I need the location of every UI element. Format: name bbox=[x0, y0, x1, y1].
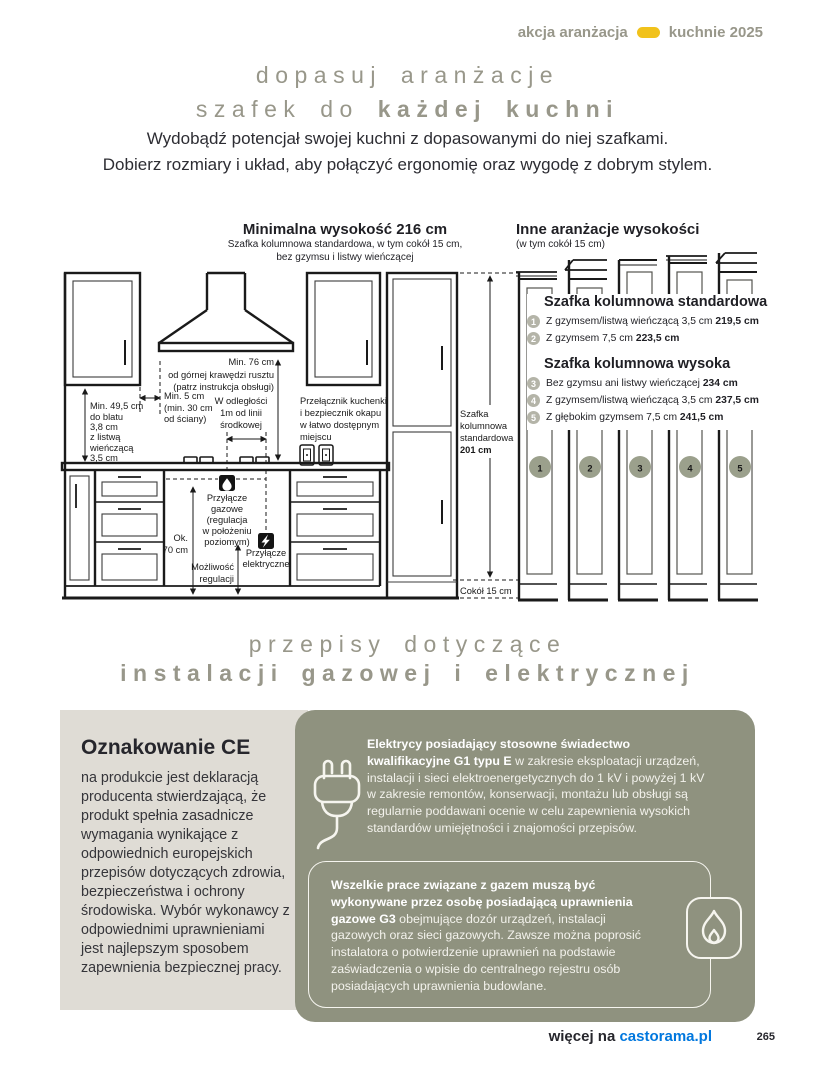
label-min495: Min. 49,5 cm bbox=[90, 401, 144, 411]
section2-line1: przepisy dotyczące bbox=[248, 631, 567, 657]
svg-text:1m od linii: 1m od linii bbox=[220, 408, 262, 418]
svg-text:poziomym): poziomym) bbox=[204, 537, 250, 547]
label-min76: Min. 76 cm bbox=[228, 357, 274, 367]
variant-item-text: Z gzymsem 7,5 cm 223,5 cm bbox=[546, 333, 680, 344]
footer bbox=[549, 1028, 712, 1045]
variants-heading bbox=[516, 221, 776, 251]
page-number: 265 bbox=[756, 1031, 775, 1043]
ce-body: na produkcie jest deklaracją producenta stwierdzającą, że produkt spełnia zasadnicze wymagania wynikające z odpowiednich europejskich przepisów dotyczących zdrowia, bezpieczeństwa i ochrony środowiska. Wybór wykonawcy z odpowiednimi uprawnieniami jest najlepszym sposobem zapewnienia bezpiecznej pracy. bbox=[81, 770, 290, 976]
svg-text:w położeniu: w położeniu bbox=[202, 526, 252, 536]
svg-text:wieńczącą: wieńczącą bbox=[90, 443, 134, 453]
section2-title bbox=[0, 630, 815, 688]
intro-line1: Wydobądź potencjał swojej kuchni z dopasowanymi do niej szafkami. bbox=[146, 129, 669, 148]
variant-item-badge: 2 bbox=[527, 332, 540, 345]
label-switches: Przełącznik kuchenki bbox=[300, 396, 387, 406]
svg-text:2: 2 bbox=[587, 463, 593, 474]
svg-text:1: 1 bbox=[537, 463, 543, 474]
electricians-note: Elektrycy posiadający stosowne świadectwo kwalifikacyjne G1 typu E w zakresie eksploatacji urządzeń, instalacji i sieci elektroenergetycznych do 1 kV i powyżej 1 kV w zakresie remontów, konserwacji, montażu lub obsługi są regularnie poddawani ocenie w celu zapewnienia wysokich standardów umiejętności i znajomości przepisów. bbox=[367, 737, 705, 835]
flame-icon bbox=[686, 897, 742, 959]
variant-item-text: Z gzymsem/listwą wieńczącą 3,5 cm 219,5 cm bbox=[546, 316, 759, 327]
ce-marking-box bbox=[60, 710, 308, 1010]
svg-text:5: 5 bbox=[737, 463, 743, 474]
label-electric: Przyłącze bbox=[245, 548, 287, 558]
label-adjust: Możliwość bbox=[191, 562, 234, 572]
page-title-line2: szafek do każdej kuchni bbox=[195, 96, 620, 122]
label-distance-1m: W odległości bbox=[214, 396, 268, 406]
svg-text:do blatu: do blatu bbox=[90, 412, 124, 422]
svg-text:201 cm: 201 cm bbox=[460, 445, 492, 455]
ce-title: Oznakowanie CE bbox=[81, 736, 251, 759]
label-min5: Min. 5 cm bbox=[164, 391, 205, 401]
variants-title: Inne aranżacje wysokości bbox=[516, 221, 700, 238]
page-title-line1: dopasuj aranżacje bbox=[255, 62, 560, 88]
diagram-title: Minimalna wysokość 216 cm bbox=[242, 221, 448, 238]
svg-text:od ściany): od ściany) bbox=[164, 414, 207, 424]
tall-cabinet bbox=[387, 273, 457, 598]
diagram-labels bbox=[89, 357, 514, 596]
svg-text:i bezpiecznik okapu: i bezpiecznik okapu bbox=[300, 408, 382, 418]
section2-line2: instalacji gazowej i elektrycznej bbox=[120, 660, 695, 686]
header bbox=[518, 24, 763, 41]
svg-text:elektryczne: elektryczne bbox=[242, 559, 290, 569]
svg-text:gazowe: gazowe bbox=[210, 504, 244, 514]
intro-text bbox=[0, 126, 815, 178]
electric-connection-icon bbox=[258, 533, 274, 549]
regulations-panel bbox=[295, 710, 755, 1022]
svg-text:kolumnowa: kolumnowa bbox=[460, 421, 508, 431]
svg-text:(regulacja: (regulacja bbox=[206, 515, 248, 525]
variants-legend bbox=[527, 294, 815, 430]
variant-item bbox=[527, 332, 815, 345]
variant-item-text: Z głębokim gzymsem 7,5 cm 241,5 cm bbox=[546, 412, 724, 423]
variant-group-title-tall: Szafka kolumnowa wysoka bbox=[544, 356, 731, 372]
label-ok70: Ok. bbox=[173, 533, 188, 543]
gas-works-box bbox=[308, 861, 711, 1008]
label-plinth: Cokół 15 cm bbox=[460, 586, 512, 596]
svg-text:miejscu: miejscu bbox=[300, 432, 332, 442]
variant-item-badge: 1 bbox=[527, 315, 540, 328]
plug-icon bbox=[307, 756, 367, 858]
label-column: Szafka bbox=[460, 409, 489, 419]
diagram-subtitle-1: Szafka kolumnowa standardowa, w tym cokół 15 cm, bbox=[227, 239, 463, 250]
svg-text:3: 3 bbox=[637, 463, 643, 474]
variant-group-title-standard: Szafka kolumnowa standardowa bbox=[544, 294, 768, 310]
svg-text:od górnej krawędzi rusztu: od górnej krawędzi rusztu bbox=[168, 370, 274, 380]
page-title bbox=[0, 58, 815, 126]
svg-text:w łatwo dostępnym: w łatwo dostępnym bbox=[300, 420, 380, 430]
svg-text:regulacji: regulacji bbox=[199, 574, 234, 584]
svg-text:środkowej: środkowej bbox=[220, 420, 262, 430]
kitchen-diagram bbox=[57, 248, 522, 618]
variant-item bbox=[527, 315, 815, 328]
brand-pill-icon bbox=[637, 27, 660, 38]
footer-more-label: więcej na bbox=[548, 1028, 616, 1045]
variant-item-text: Bez gzymsu ani listwy wieńczącej 234 cm bbox=[546, 378, 738, 389]
svg-text:standardowa: standardowa bbox=[460, 433, 514, 443]
intro-line2: Dobierz rozmiary i układ, aby połączyć ergonomię oraz wygodę z dobrym stylem. bbox=[102, 155, 713, 174]
variant-item-badge: 3 bbox=[527, 377, 540, 390]
variant-item bbox=[527, 394, 815, 407]
svg-text:3,8 cm: 3,8 cm bbox=[90, 422, 118, 432]
variants-subtitle: (w tym cokół 15 cm) bbox=[516, 239, 605, 250]
variant-item-badge: 5 bbox=[527, 411, 540, 424]
header-campaign-label: akcja aranżacja bbox=[517, 24, 628, 41]
gas-works-note: Wszelkie prace związane z gazem muszą być wykonywane przez osobę posiadającą uprawnienia gazowe G3 obejmujące dozór urządzeń, instalacji gazowych oraz sieci gazowych. Zawsze można poprosić instalatora o potwierdzenie uprawnień na podstawie zaświadczenia o wpisie do centralnego rejestru osób posiadających uprawnienia budowlane. bbox=[331, 878, 641, 993]
gas-connection-icon bbox=[219, 475, 235, 491]
svg-text:4: 4 bbox=[687, 463, 693, 474]
variant-item bbox=[527, 377, 815, 390]
header-edition-label: kuchnie 2025 bbox=[668, 24, 763, 41]
label-gas: Przyłącze bbox=[206, 493, 248, 503]
svg-text:z listwą: z listwą bbox=[90, 432, 121, 442]
svg-text:3,5 cm: 3,5 cm bbox=[90, 453, 118, 463]
footer-site-link[interactable]: castorama.pl bbox=[619, 1028, 712, 1045]
variant-number-badges bbox=[529, 456, 751, 478]
diagram-subtitle-2: bez gzymsu i listwy wieńczącej bbox=[276, 251, 414, 263]
svg-text:70 cm: 70 cm bbox=[162, 545, 188, 555]
range-hood bbox=[159, 273, 293, 351]
variant-item bbox=[527, 411, 815, 424]
variant-item-badge: 4 bbox=[527, 394, 540, 407]
variant-item-text: Z gzymsem/listwą wieńczącą 3,5 cm 237,5 cm bbox=[546, 395, 759, 406]
svg-text:(min. 30 cm: (min. 30 cm bbox=[164, 403, 213, 413]
svg-text:(patrz instrukcja obsługi): (patrz instrukcja obsługi) bbox=[173, 382, 274, 392]
